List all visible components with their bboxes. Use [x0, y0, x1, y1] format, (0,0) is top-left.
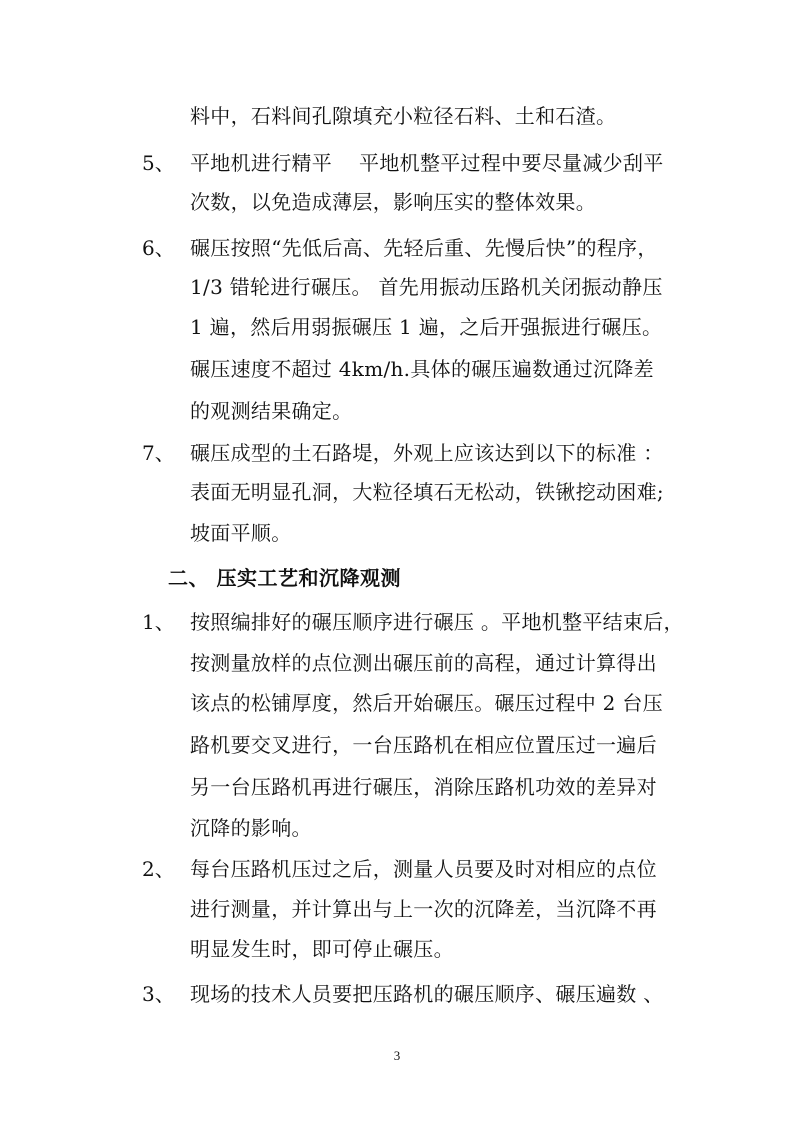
list-item-line: 次数，以免造成薄层，影响压实的整体效果。	[190, 190, 596, 214]
list-item-line: 碾压速度不超过 4km/h.具体的碾压遍数通过沉降差	[190, 357, 654, 381]
list-item-line: 路机要交叉进行，一台压路机在相应位置压过一遍后	[190, 733, 657, 757]
list-item-line: 按测量放样的点位测出碾压前的高程，通过计算得出	[190, 651, 657, 675]
list-item-line: 该点的松铺厚度，然后开始碾压。碾压过程中 2 台压	[190, 691, 663, 715]
list-item-line: 1/3 错轮进行碾压。 首先用振动压路机关闭振动静压	[190, 275, 663, 299]
list-item-line: 明显发生时，即可停止碾压。	[190, 937, 454, 961]
list-item-line: 按照编排好的碾压顺序进行碾压 。平地机整平结束后，	[190, 610, 684, 634]
list-item-number: 5、	[142, 151, 175, 175]
page-number: 3	[393, 1048, 401, 1063]
continuation-line: 料中，石料间孔隙填充小粒径石料、土和石渣。	[190, 104, 617, 128]
list-item-line: 平地机进行精平 平地机整平过程中要尽量减少刮平	[190, 151, 664, 175]
list-item-number: 3、	[142, 982, 175, 1006]
section-heading: 二、 压实工艺和沉降观测	[168, 566, 401, 590]
list-item-number: 7、	[142, 441, 175, 465]
list-item-line: 坡面平顺。	[190, 521, 292, 545]
list-item-line: 进行测量，并计算出与上一次的沉降差，当沉降不再	[190, 897, 657, 921]
list-item-number: 2、	[142, 857, 175, 881]
list-item-line: 每台压路机压过之后，测量人员要及时对相应的点位	[190, 857, 657, 881]
list-item-line: 沉降的影响。	[190, 816, 312, 840]
list-item-line: 碾压按照“先低后高、先轻后重、先慢后快”的程序，	[190, 236, 658, 260]
list-item-line: 另一台压路机再进行碾压，消除压路机功效的差异对	[190, 775, 657, 799]
list-item-line: 碾压成型的土石路堤，外观上应该达到以下的标准 ：	[190, 441, 664, 465]
list-item-number: 6、	[142, 236, 175, 260]
list-item-number: 1、	[142, 610, 175, 634]
list-item-line: 的观测结果确定。	[190, 399, 353, 423]
list-item-line: 1 遍，然后用弱振碾压 1 遍，之后开强振进行碾压。	[190, 315, 663, 339]
list-item-line: 表面无明显孔洞，大粒径填石无松动，铁锹挖动困难;	[190, 480, 664, 504]
list-item-line: 现场的技术人员要把压路机的碾压顺序、碾压遍数 、	[190, 982, 664, 1006]
